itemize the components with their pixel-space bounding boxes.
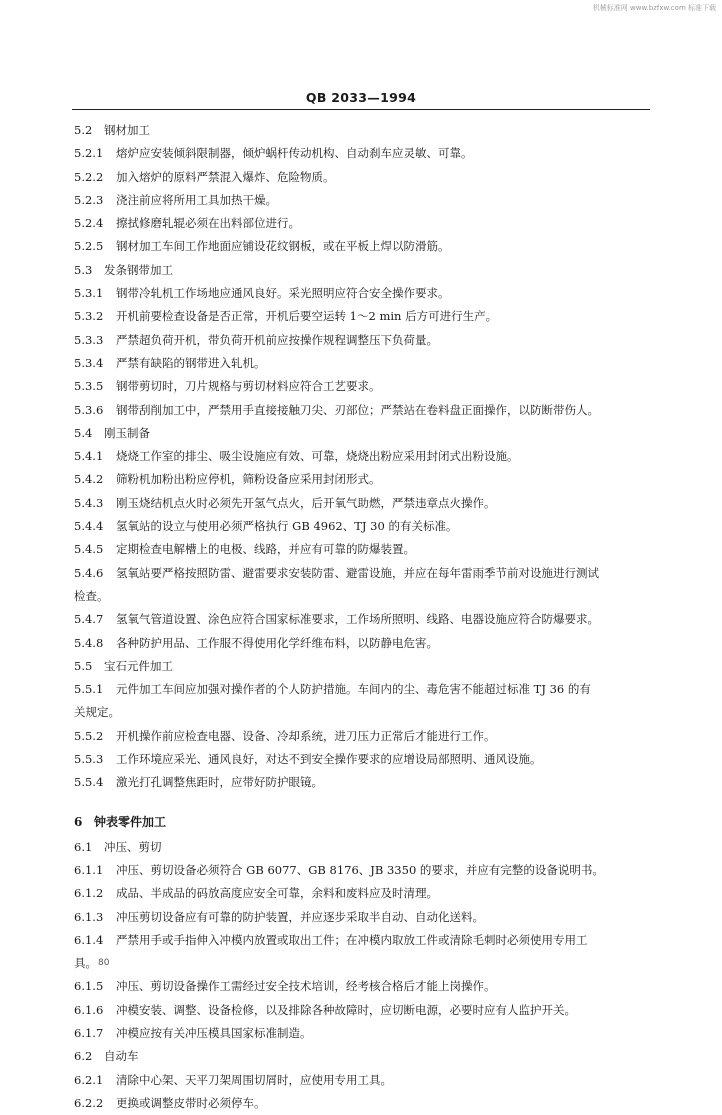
- clause-6-2-2: [74, 1092, 644, 1115]
- clause-6-2-1: [74, 1069, 644, 1092]
- clause-6-1-6: [74, 999, 644, 1022]
- clause-5-4-2: [74, 468, 644, 491]
- clause-5-3-3: [74, 329, 644, 352]
- clause-5-3-4: [74, 352, 644, 375]
- clause-text: 成品、半成品的码放高度应安全可靠，余料和废料应及时清理。: [116, 886, 438, 901]
- section-number: 5.2: [74, 123, 93, 137]
- section-text: 发条钢带加工: [104, 262, 173, 277]
- clause-5-5-4: [74, 771, 644, 794]
- section-number: 6.1: [74, 839, 93, 854]
- clause-number: 5.3.2: [74, 309, 104, 324]
- clause-number: 5.4.3: [74, 495, 104, 510]
- clause-5-4-5: [74, 538, 644, 561]
- clause-number: 5.3.1: [74, 286, 104, 301]
- clause-text: 钢带刮削加工中，严禁用手直接接触刀尖、刃部位；严禁站在卷料盘正面操作，以防断带伤人。: [116, 402, 599, 417]
- watermark: 机械标准网 www.bzfxw.com 标准下载: [592, 4, 716, 12]
- clause-number: 5.5.4: [74, 775, 104, 790]
- clause-continuation: 关规定。: [74, 705, 120, 720]
- section-text: 冲压、剪切: [104, 839, 162, 854]
- clause-number: 5.2.1: [74, 146, 104, 161]
- clause-5-2-1: [74, 142, 644, 165]
- clause-5-5-3: [74, 748, 644, 771]
- clause-text: 擦拭修磨轧辊必须在出料部位进行。: [116, 216, 300, 231]
- section-6-1: [74, 836, 644, 859]
- document-header: QB 2033—1994: [305, 90, 417, 105]
- clause-number: 6.2.1: [74, 1072, 104, 1087]
- section-5-2: [74, 119, 644, 142]
- clause-text: 定期检查电解槽上的电极、线路，并应有可靠的防爆装置。: [116, 542, 415, 557]
- section-text: 钢材加工: [104, 123, 150, 137]
- clause-5-4-4: [74, 515, 644, 538]
- clause-number: 5.5.3: [74, 752, 104, 767]
- clause-text: 元件加工车间应加强对操作者的个人防护措施。车间内的尘、毒危害不能超过标准 TJ 36 的有: [116, 682, 591, 697]
- clause-text: 严禁超负荷开机，带负荷开机前应按操作规程调整压下负荷量。: [116, 332, 438, 347]
- clause-number: 5.4.5: [74, 542, 104, 557]
- clause-number: 5.5.2: [74, 728, 104, 743]
- header-rule: [72, 109, 650, 110]
- clause-text: 冲压、剪切设备必须符合 GB 6077、GB 8176、JB 3350 的要求，并应有完整的设备说明书。: [116, 862, 604, 877]
- clause-text: 浇注前应将所用工具加热干燥。: [116, 192, 277, 207]
- clause-5-3-1: [74, 282, 644, 305]
- document-body: [74, 119, 644, 1115]
- clause-number: 5.3.6: [74, 402, 104, 417]
- clause-text: 清除中心架、天平刀架周围切屑时，应使用专用工具。: [116, 1072, 392, 1087]
- section-number: 5.3: [74, 262, 93, 277]
- clause-text: 钢带冷轧机工作场地应通风良好。采光照明应符合安全操作要求。: [116, 286, 450, 301]
- clause-text: 各种防护用品、工作服不得使用化学纤维布料，以防静电危害。: [116, 635, 438, 650]
- clause-5-2-5: [74, 235, 644, 258]
- clause-number: 6.1.7: [74, 1025, 104, 1040]
- clause-text: 开机操作前应检查电器、设备、冷却系统，进刀压力正常后才能进行工作。: [116, 728, 496, 743]
- clause-number: 5.2.3: [74, 192, 104, 207]
- clause-5-4-8: [74, 632, 644, 655]
- clause-number: 5.2.2: [74, 169, 104, 184]
- clause-text: 严禁用手或手指伸入冲模内放置或取出工件；在冲模内取放工件或清除毛刺时必须使用专用工: [116, 932, 588, 947]
- clause-5-2-4: [74, 212, 644, 235]
- clause-number: 5.2.5: [74, 239, 104, 254]
- clause-6-1-5: [74, 975, 644, 998]
- clause-number: 5.3.4: [74, 355, 104, 370]
- clause-text: 冲模安装、调整、设备检修，以及排除各种故障时，应切断电源，必要时应有人监护开关。: [116, 1002, 576, 1017]
- clause-5-2-2: [74, 166, 644, 189]
- clause-text: 熔炉应安装倾斜限制器，倾炉蜗杆传动机构、自动刹车应灵敏、可靠。: [116, 146, 473, 161]
- chapter-text: 钟表零件加工: [94, 814, 167, 829]
- clause-text: 烧烧工作室的排尘、吸尘设施应有效、可靠，烧烧出粉应采用封闭式出粉设施。: [116, 449, 519, 464]
- clause-number: 6.1.4: [74, 932, 104, 947]
- clause-text: 激光打孔调整焦距时，应带好防护眼镜。: [116, 775, 323, 790]
- clause-text: 氢氧站的设立与使用必须严格执行 GB 4962、TJ 30 的有关标准。: [116, 519, 458, 534]
- section-5-5: [74, 655, 644, 678]
- chapter-6: [74, 809, 644, 836]
- clause-number: 6.1.6: [74, 1002, 104, 1017]
- clause-text: 更换或调整皮带时必须停车。: [116, 1095, 266, 1110]
- clause-text: 工作环境应采光、通风良好，对达不到安全操作要求的应增设局部照明、通风设施。: [116, 752, 542, 767]
- clause-number: 5.4.2: [74, 472, 104, 487]
- clause-5-3-5: [74, 375, 644, 398]
- clause-5-2-3: [74, 189, 644, 212]
- section-text: 自动车: [104, 1049, 139, 1064]
- section-5-4: [74, 422, 644, 445]
- clause-number: 6.1.5: [74, 979, 104, 994]
- clause-number: 5.5.1: [74, 682, 104, 697]
- section-5-3: [74, 259, 644, 282]
- section-text: 刚玉制备: [104, 425, 150, 440]
- clause-number: 6.1.3: [74, 909, 104, 924]
- clause-text: 筛粉机加粉出粉应停机，筛粉设备应采用封闭形式。: [116, 472, 381, 487]
- clause-number: 5.4.7: [74, 612, 104, 627]
- clause-text: 严禁有缺陷的钢带进入轧机。: [116, 355, 266, 370]
- clause-5-3-2: [74, 305, 644, 328]
- clause-5-5-2: [74, 725, 644, 748]
- section-number: 6.2: [74, 1049, 93, 1064]
- clause-5-3-6: [74, 399, 644, 422]
- clause-6-1-1: [74, 859, 644, 882]
- clause-5-4-6: [74, 562, 644, 609]
- clause-6-1-7: [74, 1022, 644, 1045]
- clause-continuation: 检查。: [74, 588, 109, 603]
- clause-text: 钢带剪切时，刀片规格与剪切材料应符合工艺要求。: [116, 379, 381, 394]
- clause-6-1-2: [74, 882, 644, 905]
- chapter-number: 6: [74, 814, 83, 829]
- clause-6-1-3: [74, 906, 644, 929]
- clause-text: 氢氧站要严格按照防雷、避雷要求安装防雷、避雷设施，并应在每年雷雨季节前对设施进行测试: [116, 565, 599, 580]
- clause-number: 6.1.1: [74, 862, 104, 877]
- clause-5-5-1: [74, 678, 644, 725]
- clause-number: 5.4.8: [74, 635, 104, 650]
- clause-text: 钢材加工车间工作地面应铺设花纹钢板，或在平板上焊以防滑筋。: [116, 239, 450, 254]
- clause-text: 氢氧气管道设置、涂色应符合国家标准要求，工作场所照明、线路、电器设施应符合防爆要求。: [116, 612, 599, 627]
- clause-number: 5.4.1: [74, 449, 104, 464]
- clause-number: 5.2.4: [74, 216, 104, 231]
- clause-text: 加入熔炉的原料严禁混入爆炸、危险物质。: [116, 169, 335, 184]
- section-6-2: [74, 1045, 644, 1068]
- clause-6-1-4: [74, 929, 644, 976]
- clause-number: 5.4.6: [74, 565, 104, 580]
- clause-5-4-3: [74, 492, 644, 515]
- clause-text: 冲压剪切设备应有可靠的防护装置，并应逐步采取半自动、自动化送料。: [116, 909, 484, 924]
- clause-number: 5.3.3: [74, 332, 104, 347]
- clause-text: 冲压、剪切设备操作工需经过安全技术培训，经考核合格后才能上岗操作。: [116, 979, 496, 994]
- clause-number: 6.2.2: [74, 1095, 104, 1110]
- clause-number: 5.3.5: [74, 379, 104, 394]
- section-number: 5.4: [74, 425, 93, 440]
- clause-number: 5.4.4: [74, 519, 104, 534]
- clause-continuation: 具。: [74, 956, 97, 971]
- page-number: 80: [98, 958, 110, 968]
- clause-5-4-7: [74, 608, 644, 631]
- clause-5-4-1: [74, 445, 644, 468]
- section-text: 宝石元件加工: [104, 658, 173, 673]
- clause-text: 冲模应按有关冲压模具国家标准制造。: [116, 1025, 312, 1040]
- clause-number: 6.1.2: [74, 886, 104, 901]
- clause-text: 刚玉烧结机点火时必须先开氢气点火，后开氧气助燃，严禁违章点火操作。: [116, 495, 496, 510]
- clause-text: 开机前要检查设备是否正常，开机后要空运转 1～2 min 后方可进行生产。: [116, 309, 498, 324]
- section-number: 5.5: [74, 658, 93, 673]
